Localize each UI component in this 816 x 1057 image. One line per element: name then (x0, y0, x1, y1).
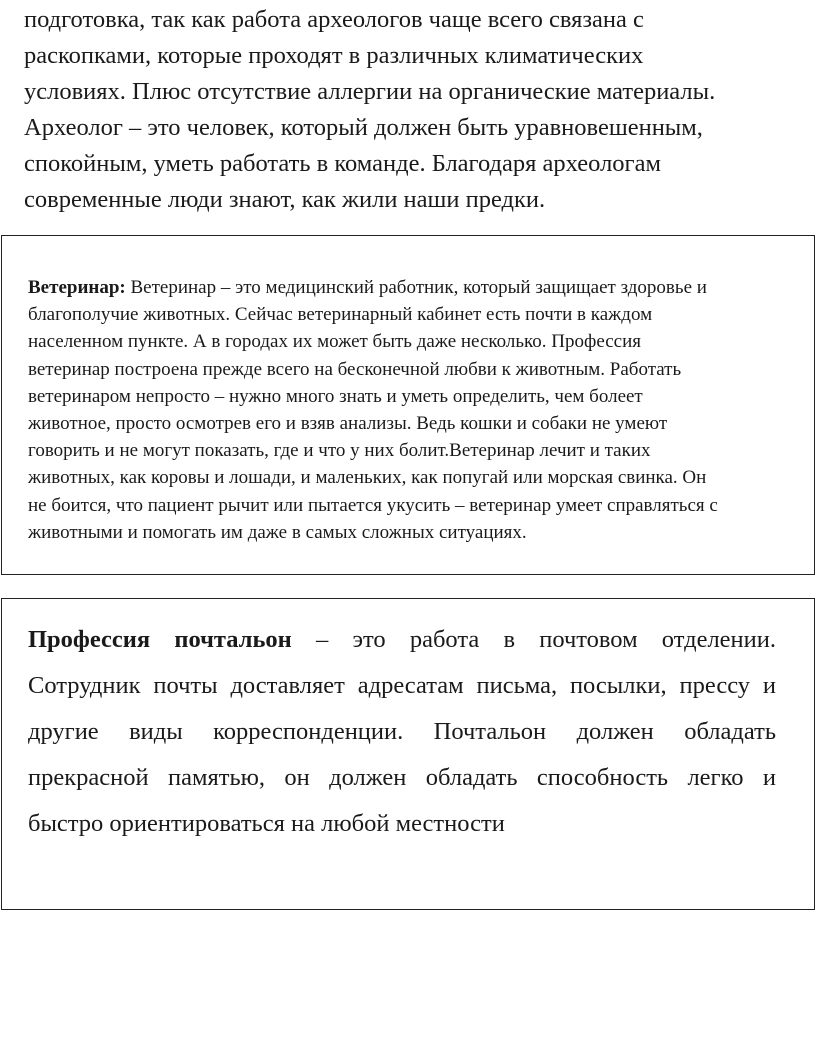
text-fragment: – это работа в почтовом отделении. (291, 626, 777, 653)
veterinarian-text (28, 274, 718, 546)
text-line: животное, просто осмотрев его и взяв анализы. Ведь кошки и собаки не умеют (28, 413, 668, 435)
text-line: условиях. Плюс отсутствие аллергии на органические материалы. (24, 78, 716, 105)
text-line: подготовка, так как работа археологов чаще всего связана с (24, 6, 644, 33)
text-line: раскопками, которые проходят в различных климатических (24, 42, 644, 69)
text-line: быстро ориентироваться на любой местности (28, 810, 505, 837)
postman-text (28, 617, 776, 847)
text-line: населенном пункте. А в городах их может быть даже несколько. Профессия (28, 331, 642, 353)
text-line: животными и помогать им даже в самых сложных ситуациях. (28, 521, 527, 543)
text-line: ветеринар построена прежде всего на бесконечной любви к животным. Работать (28, 358, 682, 380)
text-line: не боится, что пациент рычит или пытается укусить – ветеринар умеет справляться с (28, 494, 718, 516)
text-line: благополучие животных. Сейчас ветеринарный кабинет есть почти в каждом (28, 304, 653, 326)
text-line (28, 617, 776, 663)
text-line: говорить и не могут показать, где и что у них болит.Ветеринар лечит и таких (28, 440, 651, 462)
text-line: Сотрудник почты доставляет адресатам письма, посылки, прессу и (28, 672, 776, 699)
text-fragment: Ветеринар – это медицинский работник, который защищает здоровье и (125, 277, 707, 298)
text-line: ветеринаром непросто – нужно много знать и уметь определить, чем болеет (28, 385, 643, 407)
text-line: современные люди знают, как жили наши предки. (24, 186, 546, 213)
text-line: Археолог – это человек, который должен быть уравновешенным, (24, 114, 703, 141)
postman-heading: Профессия почтальон (28, 626, 292, 653)
veterinarian-box (1, 235, 815, 575)
text-line: другие виды корреспонденции. Почтальон должен обладать (28, 718, 776, 745)
text-line: животных, как коровы и лошади, и маленьких, как попугай или морская свинка. Он (28, 467, 707, 489)
postman-box (1, 598, 815, 910)
archaeologist-text (24, 2, 804, 218)
veterinarian-heading: Ветеринар: (28, 277, 126, 298)
text-line: прекрасной памятью, он должен обладать способность легко и (28, 764, 776, 791)
text-line: спокойным, уметь работать в команде. Благодаря археологам (24, 150, 661, 177)
text-line (28, 274, 718, 301)
